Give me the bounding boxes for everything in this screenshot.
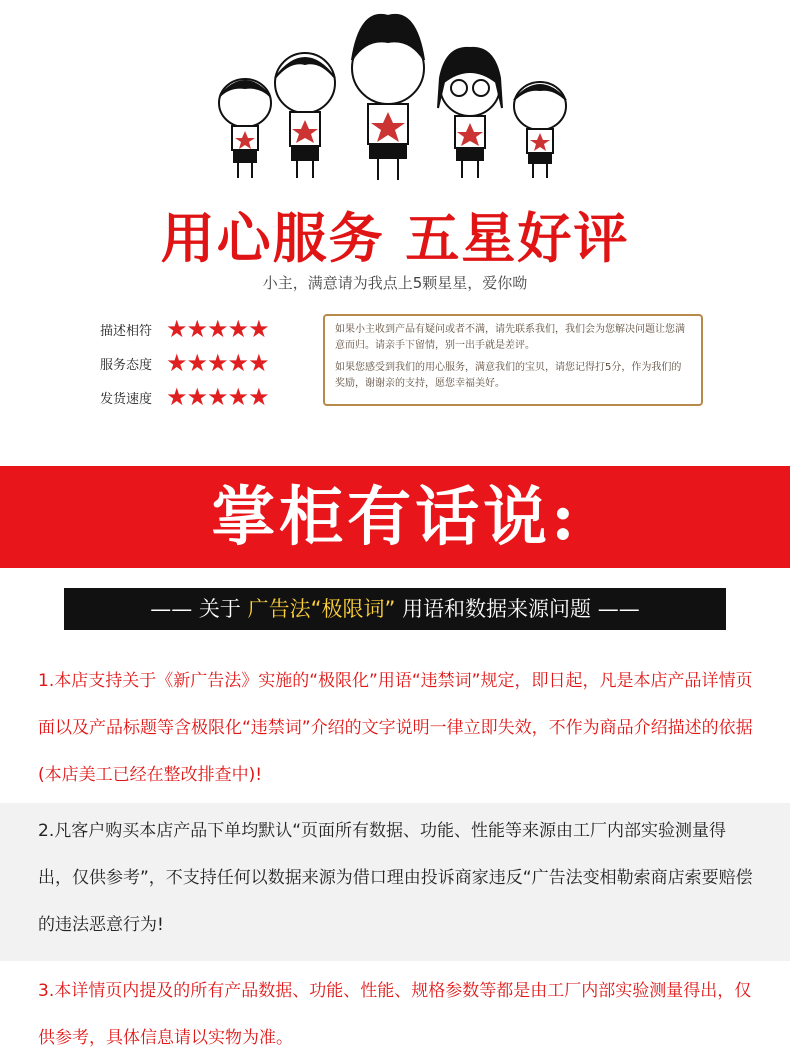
kid-3: [352, 15, 424, 180]
ratings-list: [100, 312, 269, 414]
headline: 用心服务 五星好评: [160, 206, 630, 270]
kid-1: [219, 79, 271, 178]
kid-4: [438, 48, 502, 178]
notice-paragraph-1: 1.本店支持关于《新广告法》实施的“极限化”用语“违禁词”规定，即日起，凡是本店产品详情页面以及产品标题等含极限化“违禁词”介绍的文字说明一律立即失效，不作为商品介绍描述的依据(本店美工已经在整改排查中)!: [38, 671, 753, 785]
rating-row-shipping: [100, 380, 269, 414]
rating-label: 发货速度: [100, 391, 153, 407]
star-icons: ★★★★★: [166, 349, 269, 377]
banner-title: 掌柜有话说:: [211, 480, 579, 555]
notice-paragraph-3: 3.本详情页内提及的所有产品数据、功能、性能、规格参数等都是由工厂内部实验测量得出，仅供参考，具体信息请以实物为准。: [38, 981, 752, 1048]
notice-paragraph-2: 2.凡客户购买本店产品下单均默认“页面所有数据、功能、性能等来源由工厂内部实验测量得出，仅供参考”，不支持任何以数据来源为借口理由投诉商家违反“广告法变相勒索商店索要赔偿的违法恶意行为!: [38, 821, 753, 935]
cartoon-kids-illustration: [210, 8, 580, 188]
topic-highlight: 广告法“极限词”: [247, 597, 396, 621]
note-line-1: 如果小主收到产品有疑问或者不满，请先联系我们，我们会为您解决问题让您满意而归。请亲手下留情，别一出手就是差评。: [335, 324, 685, 351]
kid-5: [514, 82, 566, 178]
note-line-2: 如果您感受到我们的用心服务，满意我们的宝贝，请您记得打5分，作为我们的奖励，谢谢亲的支持，愿您幸福美好。: [335, 362, 682, 389]
kid-2: [275, 53, 335, 178]
rating-label: 描述相符: [100, 323, 153, 339]
review-note-box: [323, 314, 703, 406]
rating-row-service: [100, 346, 269, 380]
topic-bar: [64, 588, 726, 630]
rating-row-description: [100, 312, 269, 346]
star-icons: ★★★★★: [166, 315, 269, 343]
star-icons: ★★★★★: [166, 383, 269, 411]
subtitle: 小主，满意请为我点上5颗星星，爱你呦: [262, 274, 528, 292]
topic-prefix: —— 关于: [150, 597, 241, 621]
topic-suffix: 用语和数据来源问题 ——: [402, 597, 640, 621]
rating-label: 服务态度: [100, 357, 153, 373]
